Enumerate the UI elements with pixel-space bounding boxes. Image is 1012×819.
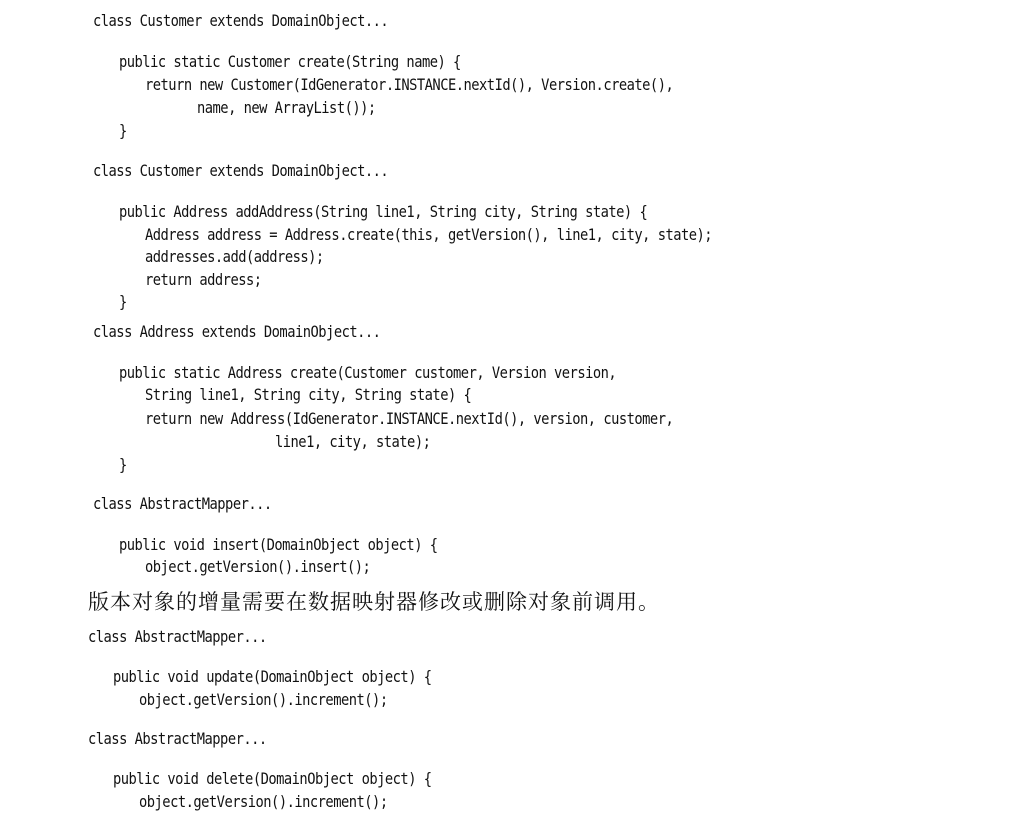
code-class-header: class Customer extends DomainObject... — [93, 161, 389, 180]
code-class-header: class AbstractMapper... — [88, 729, 267, 748]
code-class-header: class AbstractMapper... — [88, 627, 267, 646]
code-line: object.getVersion().increment(); — [139, 690, 388, 709]
code-line: return address; — [145, 270, 262, 289]
code-line: public void delete(DomainObject object) { — [113, 769, 432, 788]
code-line: } — [119, 292, 127, 311]
code-class-header: class Address extends DomainObject... — [93, 322, 381, 341]
code-line: name, new ArrayList()); — [197, 98, 376, 117]
code-line: Address address = Address.create(this, getVersion(), line1, city, state); — [145, 225, 713, 244]
code-line: public static Customer create(String name) { — [119, 52, 461, 71]
code-line: addresses.add(address); — [145, 247, 324, 266]
code-line: object.getVersion().insert(); — [145, 557, 371, 576]
code-line: public static Address create(Customer customer, Version version, — [119, 363, 617, 382]
code-line: return new Customer(IdGenerator.INSTANCE.nextId(), Version.create(), — [145, 75, 674, 94]
code-line: object.getVersion().increment(); — [139, 792, 388, 811]
code-line: line1, city, state); — [275, 432, 431, 451]
code-line: public void update(DomainObject object) { — [113, 667, 432, 686]
code-class-header: class AbstractMapper... — [93, 494, 272, 513]
code-line: return new Address(IdGenerator.INSTANCE.nextId(), version, customer, — [145, 409, 674, 428]
code-line: } — [119, 455, 127, 474]
code-line: public Address addAddress(String line1, String city, String state) { — [119, 202, 648, 221]
code-line: } — [119, 121, 127, 140]
code-line: public void insert(DomainObject object) { — [119, 535, 438, 554]
code-line: String line1, String city, String state) { — [145, 385, 472, 404]
code-class-header: class Customer extends DomainObject... — [93, 11, 389, 30]
body-paragraph: 版本对象的增量需要在数据映射器修改或删除对象前调用。 — [88, 590, 660, 614]
